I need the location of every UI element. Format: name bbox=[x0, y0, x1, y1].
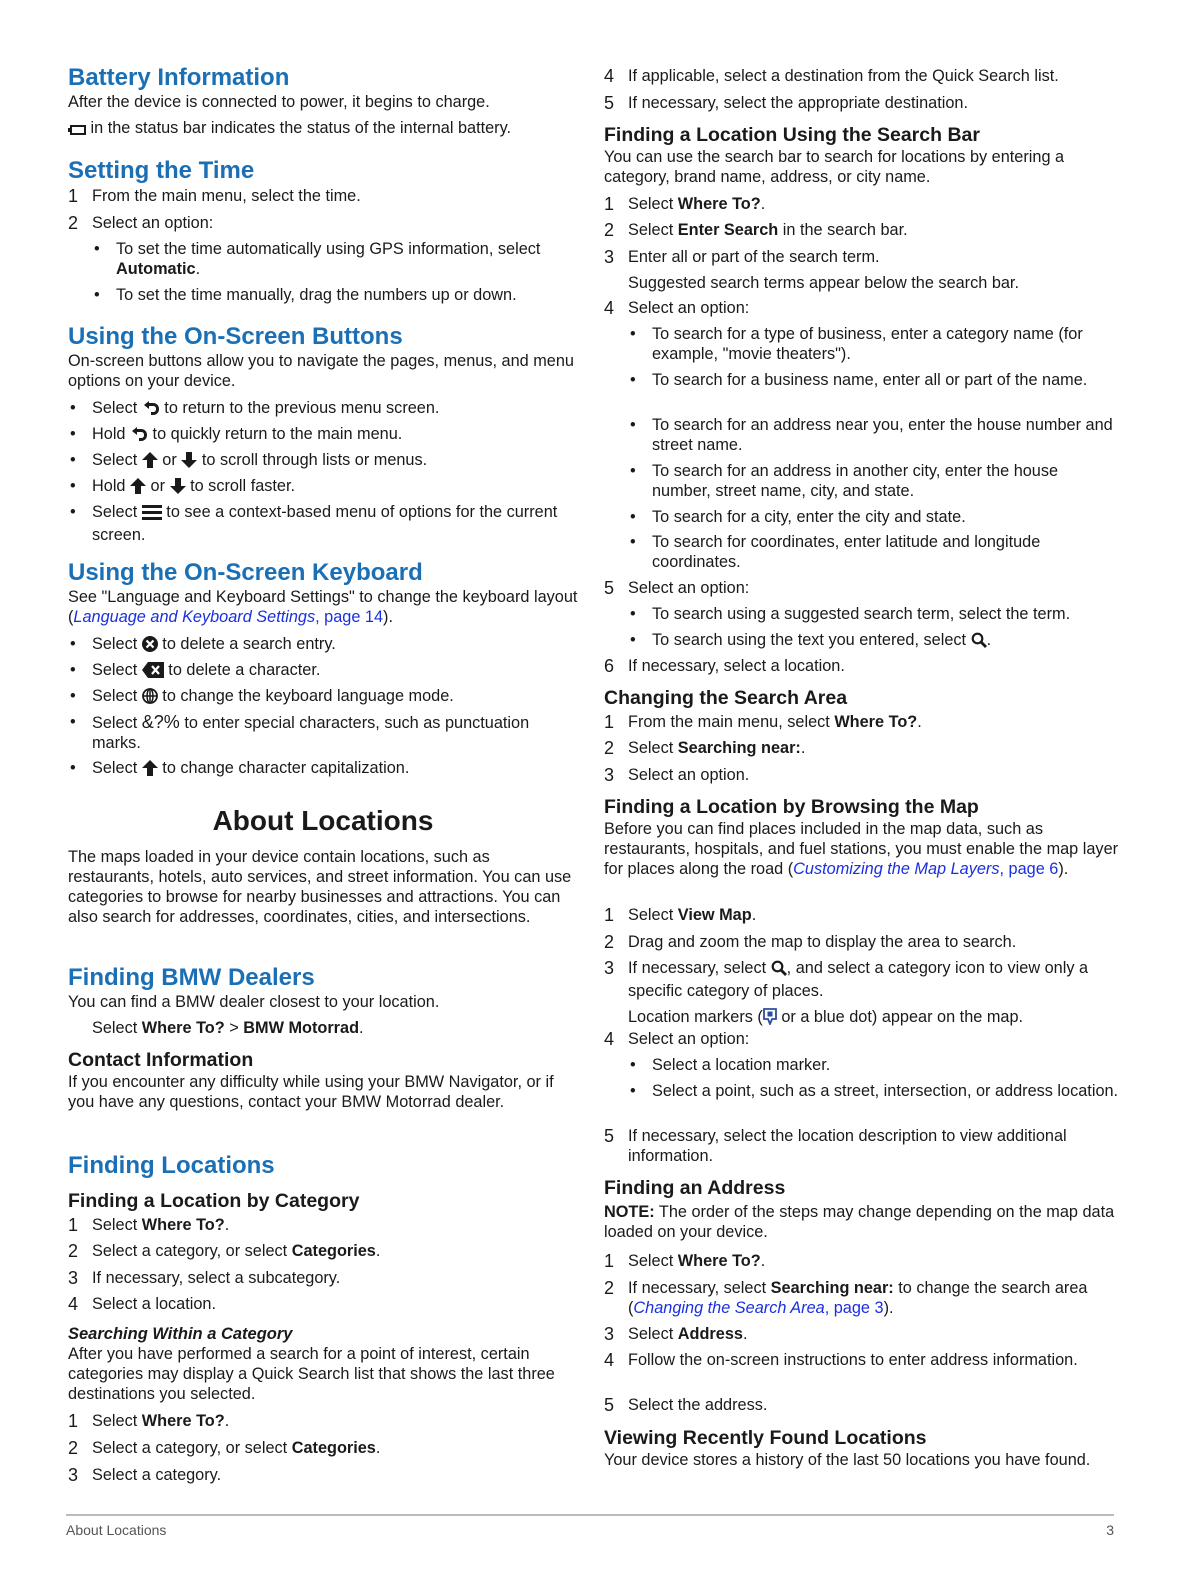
language-settings-link[interactable]: Language and Keyboard Settings bbox=[73, 608, 316, 626]
keyboard-bullet-4: • Select &?% to enter special characters, such as punctuation marks. bbox=[70, 712, 530, 752]
searchbar-step-3-note: Suggested search terms appear below the search bar. bbox=[628, 274, 1019, 292]
contact-section bbox=[68, 1048, 578, 1112]
searchbar-choice-1: • To search using a suggested search term, select the term. bbox=[630, 605, 1071, 623]
page-footer bbox=[66, 1514, 1114, 1538]
buttons-bullet-4: • Hold or to scroll faster. bbox=[68, 476, 578, 499]
map-layers-page-link[interactable]: , page 6 bbox=[999, 860, 1059, 878]
category-step-2: 2 Select a category, or select Categories. bbox=[68, 1241, 381, 1261]
address-step-2: 2 If necessary, select Searching near: to change the search area (Changing the Search Area, page 3). bbox=[604, 1278, 1088, 1317]
area-step-1: 1 From the main menu, select Where To?. bbox=[604, 712, 922, 732]
time-option-1: • To set the time automatically using GPS information, select Automatic. bbox=[94, 240, 541, 278]
clear-entry-icon bbox=[142, 636, 158, 657]
area-step-2: 2 Select Searching near:. bbox=[604, 738, 806, 758]
searchbar-section bbox=[604, 123, 1119, 187]
address-heading: Finding an Address bbox=[604, 1177, 786, 1199]
searchbar-option-2: • To search for a business name, enter all or part of the name. bbox=[630, 371, 1088, 389]
address-section bbox=[604, 1176, 1119, 1242]
within-step-1: 1 Select Where To?. bbox=[68, 1411, 230, 1431]
back-icon bbox=[130, 426, 148, 447]
arrow-up-icon bbox=[130, 478, 146, 499]
arrow-down-icon bbox=[181, 452, 197, 473]
keyboard-section bbox=[68, 559, 578, 627]
battery-text-1: After the device is connected to power, it begins to charge. bbox=[68, 93, 490, 111]
searchbar-option-5: • To search for a city, enter the city and state. bbox=[630, 508, 966, 526]
address-step-3: 3 Select Address. bbox=[604, 1324, 748, 1344]
keyboard-bullet-2: • Select to delete a character. bbox=[68, 660, 578, 683]
area-heading: Changing the Search Area bbox=[604, 687, 848, 709]
searchbar-option-3: • To search for an address near you, enter the house number and street name. bbox=[630, 416, 1113, 454]
searchbar-option-1: • To search for a type of business, enter a category name (for example, "movie theaters"). bbox=[630, 325, 1083, 363]
battery-icon bbox=[68, 121, 86, 141]
category-step-3: 3 If necessary, select a subcategory. bbox=[68, 1268, 341, 1288]
search-icon bbox=[771, 960, 787, 981]
special-characters-symbol: &?% bbox=[141, 712, 180, 732]
page-number: 3 bbox=[1106, 1522, 1114, 1538]
about-section bbox=[68, 804, 578, 838]
searchbar-option-4: • To search for an address in another city, enter the house number, street name, city, and state. bbox=[630, 462, 1059, 500]
battery-section bbox=[68, 64, 578, 141]
time-section bbox=[68, 157, 578, 185]
contact-heading: Contact Information bbox=[68, 1049, 254, 1071]
time-heading: Setting the Time bbox=[68, 157, 255, 184]
keyboard-bullet-5: • Select to change character capitalization. bbox=[68, 758, 578, 781]
keyboard-heading: Using the On-Screen Keyboard bbox=[68, 559, 423, 586]
search-area-page-link[interactable]: , page 3 bbox=[824, 1299, 884, 1317]
browse-section bbox=[604, 795, 1119, 879]
battery-heading: Battery Information bbox=[68, 64, 290, 91]
buttons-section bbox=[68, 323, 578, 391]
within-step-2: 2 Select a category, or select Categories. bbox=[68, 1438, 381, 1458]
dealers-section bbox=[68, 964, 578, 1038]
searchbar-step-4: 4 Select an option: bbox=[604, 298, 750, 318]
browse-step-4: 4 Select an option: bbox=[604, 1029, 750, 1049]
recent-text: Your device stores a history of the last 50 locations you have found. bbox=[604, 1451, 1091, 1469]
area-section bbox=[604, 686, 1119, 710]
searchbar-step-1: 1 Select Where To?. bbox=[604, 194, 766, 214]
buttons-bullet-5: • Select to see a context-based menu of options for the current screen. bbox=[70, 503, 558, 544]
within-step-3: 3 Select a category. bbox=[68, 1465, 222, 1485]
recent-heading: Viewing Recently Found Locations bbox=[604, 1427, 927, 1449]
time-step-2: 2 Select an option: bbox=[68, 213, 214, 233]
searchbar-step-2: 2 Select Enter Search in the search bar. bbox=[604, 220, 908, 240]
shift-icon bbox=[142, 760, 158, 781]
browse-option-1: • Select a location marker. bbox=[630, 1056, 831, 1074]
battery-text-2: in the status bar indicates the status of the internal battery. bbox=[68, 118, 578, 141]
about-heading: About Locations bbox=[212, 805, 434, 836]
back-icon bbox=[142, 400, 160, 421]
location-marker-icon bbox=[763, 1008, 777, 1030]
address-step-1: 1 Select Where To?. bbox=[604, 1251, 766, 1271]
contact-text: If you encounter any difficulty while using your BMW Navigator, or if you have any questions, contact your BMW Motorrad dealer. bbox=[68, 1073, 554, 1111]
arrow-up-icon bbox=[142, 452, 158, 473]
searchbar-intro: You can use the search bar to search for locations by entering a category, brand name, address, or city name. bbox=[604, 148, 1065, 186]
globe-icon bbox=[142, 688, 158, 709]
browse-step-5: 5 If necessary, select the location description to view additional information. bbox=[604, 1126, 1067, 1165]
buttons-bullet-2: • Hold to quickly return to the main menu. bbox=[68, 424, 578, 447]
search-area-link[interactable]: Changing the Search Area bbox=[633, 1299, 825, 1317]
keyboard-bullet-3: • Select to change the keyboard language mode. bbox=[68, 686, 578, 709]
buttons-bullet-3: • Select or to scroll through lists or menus. bbox=[68, 450, 578, 473]
time-option-2: • To set the time manually, drag the numbers up or down. bbox=[94, 286, 517, 304]
searchbar-step-3: 3 Enter all or part of the search term. Suggested search terms appear below the search bar. bbox=[604, 247, 1119, 293]
category-step-1: 1 Select Where To?. bbox=[68, 1215, 230, 1235]
finding-heading: Finding Locations bbox=[68, 1152, 275, 1179]
buttons-heading: Using the On-Screen Buttons bbox=[68, 323, 403, 350]
browse-step-3-note: Location markers ( or a blue dot) appear on the map. bbox=[628, 1007, 1119, 1030]
address-step-5: 5 Select the address. bbox=[604, 1395, 768, 1415]
within-category-heading: Searching Within a Category bbox=[68, 1325, 293, 1343]
browse-option-2: • Select a point, such as a street, intersection, or address location. bbox=[630, 1082, 1119, 1100]
searchbar-choice-2: • To search using the text you entered, select . bbox=[604, 630, 1119, 653]
buttons-intro: On-screen buttons allow you to navigate the pages, menus, and menu options on your device. bbox=[68, 352, 574, 390]
menu-icon bbox=[142, 504, 162, 525]
searchbar-heading: Finding a Location Using the Search Bar bbox=[604, 124, 980, 146]
address-step-4: 4 Follow the on-screen instructions to enter address information. bbox=[604, 1350, 1078, 1370]
browse-intro: Before you can find places included in the map data, such as restaurants, hospitals, and fuel stations, you must enable the map layer for places along the road (Customizing the Map Layers, page 6). bbox=[604, 820, 1119, 878]
dealers-instruction: Select Where To? > BMW Motorrad. bbox=[92, 1019, 364, 1037]
browse-step-1: 1 Select View Map. bbox=[604, 905, 757, 925]
buttons-bullet-1: • Select to return to the previous menu screen. bbox=[68, 398, 578, 421]
address-note: NOTE: The order of the steps may change depending on the map data loaded on your device. bbox=[604, 1203, 1115, 1241]
map-layers-link[interactable]: Customizing the Map Layers bbox=[793, 860, 1000, 878]
arrow-down-icon bbox=[170, 478, 186, 499]
finding-section bbox=[68, 1152, 578, 1180]
footer-section-name: About Locations bbox=[66, 1522, 167, 1538]
category-heading: Finding a Location by Category bbox=[68, 1190, 360, 1212]
browse-step-3: 3 If necessary, select , and select a category icon to view only a specific category of places. Location markers ( or a blue dot) appear on the map. bbox=[604, 958, 1119, 1030]
category-step-4: 4 Select a location. bbox=[68, 1294, 216, 1314]
searchbar-option-6: • To search for coordinates, enter latitude and longitude coordinates. bbox=[630, 533, 1041, 571]
about-text: The maps loaded in your device contain locations, such as restaurants, hotels, auto services, and street information. You can use categories to browse for nearby businesses and attractions. You can also search for addresses, coordinates, cities, and intersections. bbox=[68, 848, 572, 926]
within-step-5: 5 If necessary, select the appropriate destination. bbox=[604, 93, 968, 113]
dealers-heading: Finding BMW Dealers bbox=[68, 964, 315, 991]
keyboard-bullet-1: • Select to delete a search entry. bbox=[68, 634, 578, 657]
browse-step-2: 2 Drag and zoom the map to display the area to search. bbox=[604, 932, 1017, 952]
search-icon bbox=[971, 632, 987, 653]
dealers-text: You can find a BMW dealer closest to your location. bbox=[68, 993, 440, 1011]
keyboard-intro: See "Language and Keyboard Settings" to change the keyboard layout (Language and Keyboard Settings, page 14). bbox=[68, 588, 578, 626]
recent-section bbox=[604, 1426, 1119, 1470]
time-step-1: 1 From the main menu, select the time. bbox=[68, 186, 361, 206]
browse-heading: Finding a Location by Browsing the Map bbox=[604, 796, 979, 818]
area-step-3: 3 Select an option. bbox=[604, 765, 750, 785]
within-category-text: After you have performed a search for a point of interest, certain categories may display a Quick Search list that shows the last three destinations you selected. bbox=[68, 1345, 555, 1403]
searchbar-step-5: 5 Select an option: bbox=[604, 578, 750, 598]
backspace-icon bbox=[142, 662, 164, 683]
searchbar-step-6: 6 If necessary, select a location. bbox=[604, 656, 845, 676]
language-settings-page-link[interactable]: , page 14 bbox=[315, 608, 384, 626]
within-step-4: 4 If applicable, select a destination from the Quick Search list. bbox=[604, 66, 1059, 86]
